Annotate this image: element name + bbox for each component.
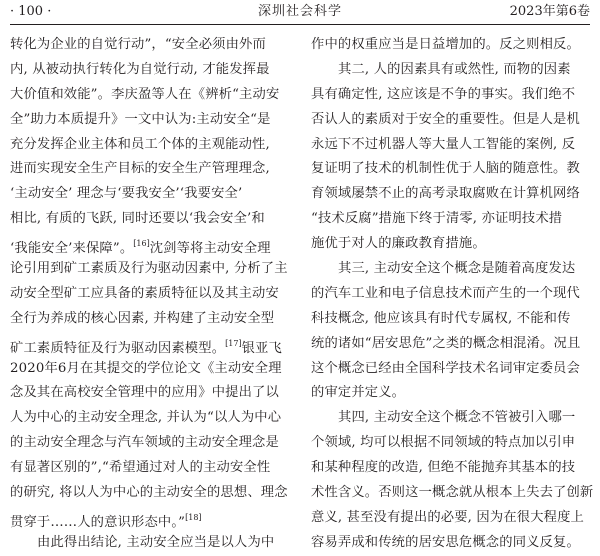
line-text: 有显著区别的”,“希望通过对人的主动安全性 bbox=[10, 460, 271, 476]
text-line bbox=[311, 431, 593, 456]
text-line bbox=[10, 182, 295, 207]
line-text: ‘主动安全’ 理念与‘要我安全’‘我要安全’ bbox=[10, 186, 243, 202]
line-text: 术性含义。否则这一概念就从根本上失去了创新 bbox=[311, 485, 593, 501]
text-line bbox=[311, 357, 593, 382]
text-line bbox=[311, 456, 593, 481]
text-line bbox=[10, 282, 295, 307]
text-line bbox=[311, 257, 593, 282]
line-text: 永远下不过机器人等大量人工智能的案例, 反 bbox=[311, 136, 576, 152]
text-line bbox=[311, 157, 593, 182]
right-text-column bbox=[311, 33, 593, 556]
citation-reference: [18] bbox=[185, 512, 202, 522]
line-text: 全”助力本质提升》一文中认为:主动安全“是 bbox=[10, 111, 271, 127]
text-line bbox=[10, 108, 295, 133]
text-line bbox=[10, 431, 295, 456]
text-line bbox=[10, 207, 295, 232]
text-line bbox=[10, 83, 295, 108]
line-text: 统的诸如“居安思危”之类的概念相混淆。况且 bbox=[311, 335, 581, 351]
text-line bbox=[311, 58, 593, 83]
text-line bbox=[10, 157, 295, 182]
line-text: 进而实现安全生产目标的安全生产管理理念, bbox=[10, 161, 270, 177]
text-line bbox=[311, 531, 593, 556]
line-text: 的主动安全理念与汽车领域的主动安全理念是 bbox=[10, 435, 279, 451]
line-text: 的审定并定义。 bbox=[311, 385, 406, 401]
page-number: · 100 · bbox=[10, 4, 52, 19]
line-text: 相比, 有质的飞跃, 同时还要以‘我会安全’和 bbox=[10, 211, 265, 227]
line-text: 论引用到矿工素质及行为驱动因素中, 分析了主 bbox=[10, 261, 288, 277]
text-line bbox=[10, 506, 295, 531]
line-text: 大价值和效能”。李庆盈等人在《辨析“主动安 bbox=[10, 86, 280, 102]
text-line bbox=[10, 232, 295, 257]
line-text: 2020年6月在其提交的学位论文《主动安全理 bbox=[10, 360, 282, 376]
text-line bbox=[10, 456, 295, 481]
line-text: 否认人的素质对于安全的重要性。但是人是机 bbox=[311, 111, 580, 127]
citation-reference: [17] bbox=[225, 338, 242, 348]
text-line bbox=[10, 58, 295, 83]
text-line bbox=[311, 481, 593, 506]
text-line bbox=[10, 357, 295, 382]
line-text: 和某种程度的改造, 但绝不能抛弃其基本的技 bbox=[311, 460, 576, 476]
line-text: 贯穿于……人的意识形态中。” bbox=[10, 514, 186, 530]
line-text-continued: 沈剑等将主动安全理 bbox=[149, 241, 271, 257]
citation-reference: [16] bbox=[133, 239, 150, 249]
line-text: 具有确定性, 这应该是不争的事实。我们绝不 bbox=[311, 86, 576, 102]
line-text: 育领域屡禁不止的高考录取腐败在计算机网络 bbox=[311, 186, 580, 202]
line-text: 矿工素质特征及行为驱动因素模型。 bbox=[10, 340, 226, 356]
text-line bbox=[311, 332, 593, 357]
line-text: 复证明了技术的机制性优于人脑的随意性。教 bbox=[311, 161, 580, 177]
line-text: “技术反腐”措施下终于清零, 亦证明技术措 bbox=[311, 211, 563, 227]
text-line bbox=[311, 506, 593, 531]
line-text: 这个概念已经由全国科学技术名词审定委员会 bbox=[311, 360, 580, 376]
text-line bbox=[311, 108, 593, 133]
text-line bbox=[10, 531, 295, 556]
line-text: 的汽车工业和电子信息技术而产生的一个现代 bbox=[311, 285, 580, 301]
text-line bbox=[311, 406, 593, 431]
line-text: 动安全型矿工应具备的素质特征以及其主动安 bbox=[10, 285, 279, 301]
text-line bbox=[311, 182, 593, 207]
line-text: 念及其在高校安全管理中的应用》中提出了以 bbox=[10, 385, 279, 401]
text-line bbox=[10, 481, 295, 506]
line-text: 全行为养成的核心因素, 并构建了主动安全型 bbox=[10, 310, 275, 326]
line-text-continued: 银亚飞 bbox=[241, 340, 282, 356]
text-line bbox=[10, 406, 295, 431]
line-text: 个领域, 均可以根据不同领域的特点加以引申 bbox=[311, 435, 576, 451]
line-text: 容易弄成和传统的居安思危概念的同义反复。 bbox=[311, 534, 580, 550]
line-text: 其三, 主动安全这个概念是随着高度发达 bbox=[338, 261, 576, 277]
text-line bbox=[10, 133, 295, 158]
left-text-column bbox=[10, 33, 295, 556]
line-text: 人为中心的主动安全理念, 并认为“以人为中心 bbox=[10, 410, 282, 426]
line-text: 其四, 主动安全这个概念不管被引入哪一 bbox=[338, 410, 576, 426]
line-text: 充分发挥企业主体和员工个体的主观能动性, bbox=[10, 136, 270, 152]
text-line bbox=[10, 332, 295, 357]
line-text: 的研究, 将以人为中心的主动安全的思想、理念 bbox=[10, 485, 288, 501]
journal-name: 深圳社会科学 bbox=[257, 4, 342, 19]
running-header bbox=[10, 2, 590, 25]
text-line bbox=[10, 257, 295, 282]
line-text: 施优于对人的廉政教育措施。 bbox=[311, 236, 486, 252]
text-line bbox=[311, 307, 593, 332]
line-text: 意义, 甚至没有提出的必要, 因为在很大程度上 bbox=[311, 509, 584, 525]
text-line bbox=[311, 133, 593, 158]
text-line bbox=[311, 207, 593, 232]
line-text: 由此得出结论, 主动安全应当是以人为中 bbox=[37, 534, 275, 550]
text-line bbox=[311, 232, 593, 257]
line-text: 其二, 人的因素具有或然性, 而物的因素 bbox=[338, 61, 571, 77]
text-line bbox=[311, 83, 593, 108]
text-line bbox=[311, 33, 593, 58]
text-line bbox=[10, 33, 295, 58]
line-text: 作中的权重应当是日益增加的。反之则相反。 bbox=[311, 37, 580, 52]
issue-label: 2023年第6卷 bbox=[509, 4, 590, 19]
line-text: 科技概念, 他应该具有时代专属权, 不能和传 bbox=[311, 310, 571, 326]
text-line bbox=[311, 282, 593, 307]
text-line bbox=[10, 381, 295, 406]
line-text: ‘我能安全’来保障”。 bbox=[10, 241, 134, 257]
text-line bbox=[311, 381, 593, 406]
line-text: 转化为企业的自觉行动”，“安全必须由外而 bbox=[10, 37, 266, 52]
line-text: 内, 从被动执行转化为自觉行动, 才能发挥最 bbox=[10, 61, 270, 77]
text-line bbox=[10, 307, 295, 332]
